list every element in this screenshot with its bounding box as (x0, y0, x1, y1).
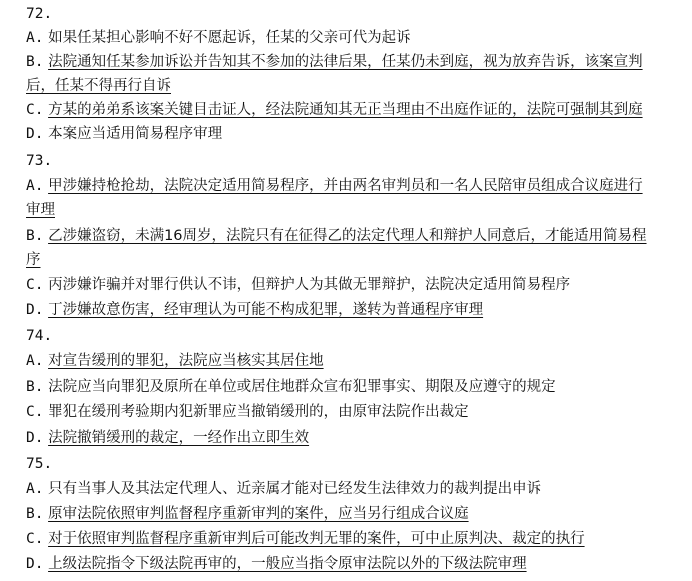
option-72-c (26, 99, 643, 121)
option-letter: B. (26, 228, 44, 244)
option-letter: A. (26, 481, 44, 497)
option-text: 审理 (26, 202, 55, 218)
option-letter: C. (26, 277, 44, 293)
option-74-a (26, 350, 324, 372)
option-text: 原审法院依照审判监督程序重新审判的案件，应当另行组成合议庭 (48, 506, 469, 522)
option-text: 后，任某不得再行自诉 (26, 78, 171, 94)
option-text: 丙涉嫌诈骗并对罪行供认不讳，但辩护人为其做无罪辩护，法院决定适用简易程序 (48, 277, 571, 293)
question-number: 73. (26, 153, 53, 169)
option-text: 法院撤销缓刑的裁定，一经作出立即生效 (48, 430, 310, 446)
option-73-b (26, 225, 647, 247)
option-text: 只有当事人及其法定代理人、近亲属才能对已经发生法律效力的裁判提出申诉 (48, 481, 542, 497)
option-letter: D. (26, 430, 44, 446)
option-72-b (26, 51, 643, 73)
option-74-b (26, 376, 556, 398)
option-text: 罪犯在缓刑考验期内犯新罪应当撤销缓刑的，由原审法院作出裁定 (48, 404, 469, 420)
option-letter: C. (26, 531, 44, 547)
option-73-b-continued (26, 249, 41, 271)
option-text: 法院应当向罪犯及原所在单位或居住地群众宣布犯罪事实、期限及应遵守的规定 (48, 379, 556, 395)
option-72-d (26, 123, 222, 145)
option-73-a (26, 175, 643, 197)
option-75-d (26, 553, 527, 575)
option-75-b (26, 503, 469, 525)
option-letter: B. (26, 379, 44, 395)
option-74-c (26, 401, 469, 423)
option-text: 丁涉嫌故意伤害，经审理认为可能不构成犯罪，遂转为普通程序审理 (48, 302, 484, 318)
option-text: 序 (26, 252, 41, 268)
question-number: 74. (26, 328, 53, 344)
option-text: 上级法院指令下级法院再审的，一般应当指令原审法院以外的下级法院审理 (48, 556, 527, 572)
option-text: 本案应当适用简易程序审理 (48, 126, 223, 142)
option-text: 法院通知任某参加诉讼并告知其不参加的法律后果，任某仍未到庭，视为放弃告诉，该案宣判 (48, 54, 643, 70)
option-74-d (26, 427, 309, 449)
option-75-c (26, 528, 585, 550)
question-number: 75. (26, 456, 53, 472)
option-text: 甲涉嫌持枪抢劫，法院决定适用简易程序，并由两名审判员和一名人民陪审员组成合议庭进行 (48, 178, 643, 194)
option-letter: B. (26, 54, 44, 70)
option-73-a-continued (26, 199, 55, 221)
option-text: 乙涉嫌盗窃，未满16周岁，法院只有在征得乙的法定代理人和辩护人同意后，才能适用简易程 (48, 228, 647, 244)
option-letter: D. (26, 302, 44, 318)
option-letter: D. (26, 126, 44, 142)
option-letter: A. (26, 30, 44, 46)
option-text: 对于依照审判监督程序重新审判后可能改判无罪的案件，可中止原判决、裁定的执行 (48, 531, 585, 547)
option-letter: C. (26, 102, 44, 118)
question-number: 72. (26, 6, 53, 22)
option-letter: A. (26, 178, 44, 194)
option-72-a (26, 27, 411, 49)
option-letter: C. (26, 404, 44, 420)
option-text: 如果任某担心影响不好不愿起诉，任某的父亲可代为起诉 (48, 30, 411, 46)
option-text: 方某的弟弟系该案关键目击证人，经法院通知其无正当理由不出庭作证的，法院可强制其到庭 (48, 102, 643, 118)
option-73-c (26, 274, 570, 296)
option-letter: A. (26, 353, 44, 369)
option-text: 对宣告缓刑的罪犯，法院应当核实其居住地 (48, 353, 324, 369)
option-73-d (26, 299, 483, 321)
option-72-b-continued (26, 75, 171, 97)
option-letter: D. (26, 556, 44, 572)
option-letter: B. (26, 506, 44, 522)
option-75-a (26, 478, 541, 500)
